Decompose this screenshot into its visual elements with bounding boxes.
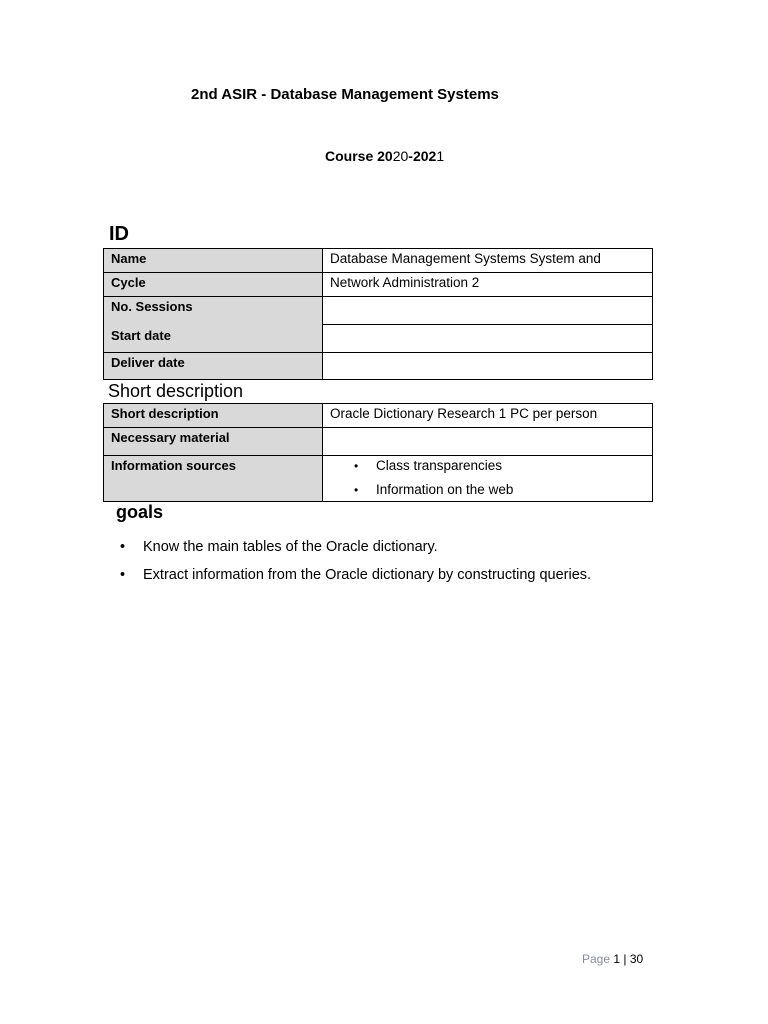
row-value-necessary-material [323, 428, 653, 456]
id-table [103, 248, 653, 380]
row-value-sessions [323, 297, 653, 325]
short-description-heading: Short description [108, 381, 244, 401]
table-row [104, 404, 653, 428]
short-description-table [103, 403, 653, 502]
list-item [120, 537, 591, 565]
row-key-deliver-date: Deliver date [104, 353, 323, 380]
list-item-text: Information on the web [376, 482, 514, 497]
row-key-cycle: Cycle [104, 273, 323, 297]
row-value-name: Database Management Systems System and [323, 249, 653, 273]
page-number: 1 [613, 952, 621, 966]
goals-list [120, 537, 591, 593]
page-separator: | [620, 952, 630, 966]
page-label: Page [582, 952, 614, 966]
list-item-text: Class transparencies [376, 458, 503, 473]
table-row [104, 297, 653, 325]
row-value-cycle: Network Administration 2 [323, 273, 653, 297]
bullet-icon: • [120, 539, 126, 555]
row-key-start-date: Start date [111, 328, 171, 343]
row-value-start-date [323, 325, 653, 353]
row-key-sessions-start [104, 297, 323, 353]
page-footer [582, 952, 643, 966]
row-value-short-description: Oracle Dictionary Research 1 PC per person [323, 404, 653, 428]
row-value-deliver-date [323, 353, 653, 380]
course-year-start-a: 20 [377, 148, 393, 164]
list-item [330, 456, 645, 480]
course-year-end-b: 1 [436, 148, 445, 164]
course-label: Course [325, 148, 378, 164]
list-item [120, 565, 591, 593]
id-heading: ID [109, 223, 129, 245]
bullet-icon: • [354, 483, 359, 497]
row-key-short-description: Short description [104, 404, 323, 428]
row-value-information-sources [323, 456, 653, 502]
row-key-information-sources: Information sources [104, 456, 323, 502]
document-title: 2nd ASIR - Database Management Systems [191, 86, 499, 103]
table-row [104, 428, 653, 456]
table-row [104, 353, 653, 380]
goals-heading: goals [116, 502, 164, 522]
bullet-icon: • [120, 567, 126, 583]
list-item [330, 480, 645, 501]
goal-text: Know the main tables of the Oracle dictionary. [143, 539, 438, 555]
goal-text: Extract information from the Oracle dictionary by constructing queries. [143, 567, 592, 583]
bullet-icon: • [354, 459, 359, 473]
row-key-sessions: No. Sessions [111, 299, 193, 314]
course-year [325, 148, 444, 164]
table-row [104, 273, 653, 297]
page-total: 30 [629, 952, 644, 966]
table-row [104, 249, 653, 273]
table-row [104, 456, 653, 502]
course-year-separator: - [408, 148, 413, 164]
row-key-name: Name [104, 249, 323, 273]
information-sources-list [330, 456, 645, 501]
row-key-necessary-material: Necessary material [104, 428, 323, 456]
course-year-start-b: 20 [392, 148, 409, 164]
course-year-end-a: 202 [412, 148, 437, 164]
